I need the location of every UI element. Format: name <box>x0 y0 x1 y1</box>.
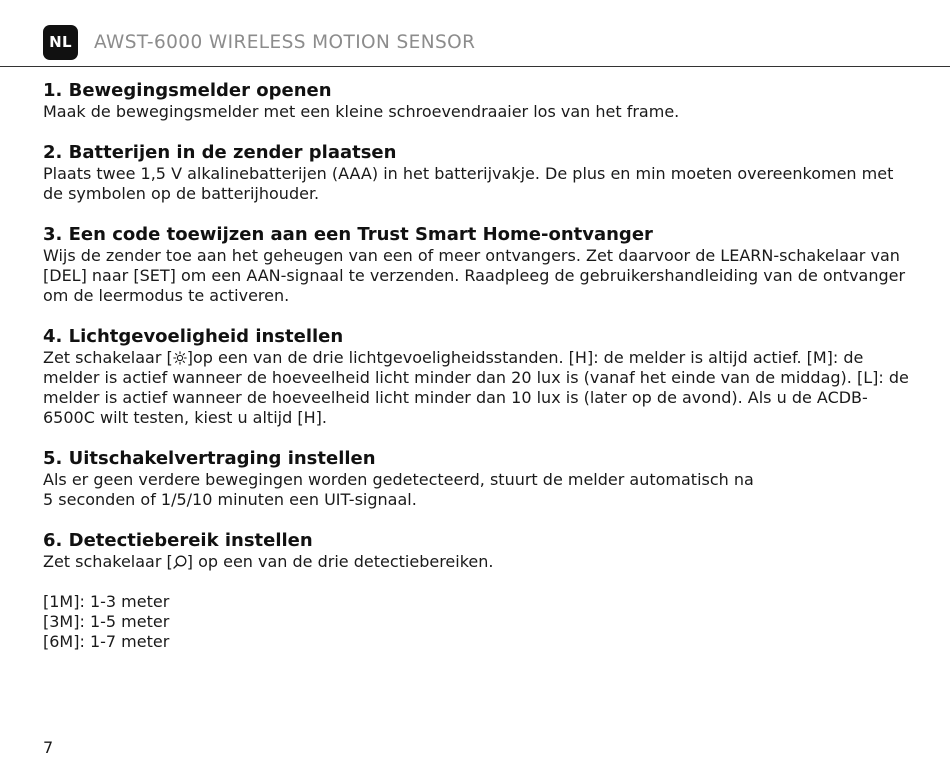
body-text-after-icon: ] op een van de drie detectiebereiken. <box>186 552 494 571</box>
body-line: Als er geen verdere bewegingen worden gedetecteerd, stuurt de melder automatisch na <box>43 470 754 489</box>
section-switch-off-delay <box>43 448 913 510</box>
section-body: Maak de bewegingsmelder met een kleine schroevendraaier los van het frame. <box>43 102 680 121</box>
section-heading: 4. Lichtgevoeligheid instellen <box>43 326 344 347</box>
detection-range-list <box>43 592 913 652</box>
section-body: Plaats twee 1,5 V alkalinebatterijen (AAA) in het batterijvakje. De plus en min moeten overeenkomen met de symbolen op de batterijhouder. <box>43 164 894 203</box>
section-light-sensitivity <box>43 326 913 428</box>
section-heading: 6. Detectiebereik instellen <box>43 530 313 551</box>
language-badge: NL <box>43 25 78 60</box>
list-item: [1M]: 1-3 meter <box>43 592 170 611</box>
page-header <box>0 0 950 67</box>
sun-icon <box>173 351 187 365</box>
section-body <box>43 470 913 510</box>
body-text-before-icon: Zet schakelaar [ <box>43 348 173 367</box>
document-title: AWST-6000 WIRELESS MOTION SENSOR <box>94 32 476 53</box>
section-body: Wijs de zender toe aan het geheugen van een of meer ontvangers. Zet daarvoor de LEARN-schakelaar van [DEL] naar [SET] om een AAN-signaal te verzenden. Raadpleeg de gebruikershandleiding van de ontvanger om de leermodus te activeren. <box>43 246 906 305</box>
section-body <box>43 552 913 572</box>
section-detection-range <box>43 530 913 652</box>
section-open-sensor <box>43 80 913 122</box>
section-heading: 3. Een code toewijzen aan een Trust Smart Home-ontvanger <box>43 224 653 245</box>
section-insert-batteries <box>43 142 913 204</box>
section-heading: 2. Batterijen in de zender plaatsen <box>43 142 397 163</box>
body-line: 5 seconden of 1/5/10 minuten een UIT-signaal. <box>43 490 417 509</box>
section-heading: 5. Uitschakelvertraging instellen <box>43 448 376 469</box>
section-assign-code <box>43 224 913 306</box>
section-body <box>43 348 913 428</box>
detection-range-icon <box>173 555 187 569</box>
body-text-after-icon: ]op een van de drie lichtgevoeligheidsstanden. [H]: de melder is altijd actief. [M]: de melder is actief wanneer de hoeveelheid licht minder dan 20 lux is (vanaf het einde van de middag). [L]: de melder is actief wanneer de hoeveelheid licht minder dan 10 lux is (later op de avond). Als u de ACDB-6500C wilt testen, kiest u altijd [H]. <box>43 348 909 427</box>
page-number: 7 <box>43 738 54 757</box>
list-item: [3M]: 1-5 meter <box>43 612 170 631</box>
body-text-before-icon: Zet schakelaar [ <box>43 552 173 571</box>
instructions-content <box>43 80 913 672</box>
list-item: [6M]: 1-7 meter <box>43 632 170 651</box>
section-heading: 1. Bewegingsmelder openen <box>43 80 332 101</box>
